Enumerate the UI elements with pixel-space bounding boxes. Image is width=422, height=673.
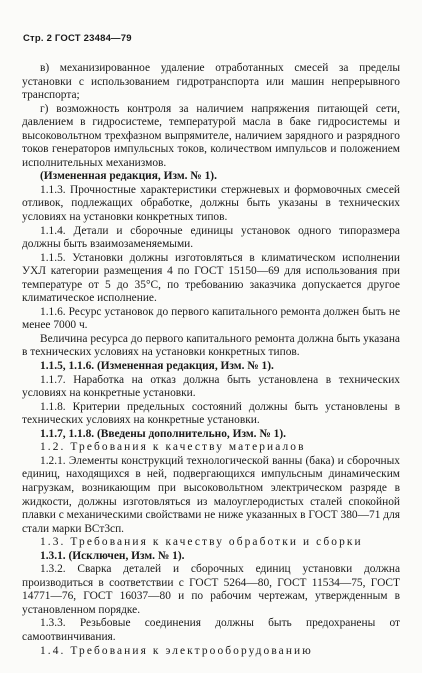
paragraph-1-1-5: 1.1.5. Установки должны изготовляться в климатическом исполнении УХЛ категории размещения 4 по ГОСТ 15150—69 для использования при температуре от 5 до 35°С, по требованию заказчика допускается другое климатическое исполнение. bbox=[22, 251, 400, 305]
paragraph-1-1-6: 1.1.6. Ресурс установок до первого капитального ремонта должен быть не менее 7000 ч. bbox=[22, 305, 400, 332]
section-heading-1-3: 1.3. Требования к качеству обработки и сборки bbox=[40, 536, 363, 549]
paragraph-1-2-1: 1.2.1. Элементы конструкций технологической ванны (бака) и сборочных единиц, находящихся в ней, подвергающихся импульсным динамическим нагрузкам, возникающим при высоковольтном электрическом разряде в жидкости, должны изготовляться из малоуглеродистых сталей спокойной плавки с механическими свойствами не ниже указанных в ГОСТ 380—71 для стали марки ВСт3сп. bbox=[22, 454, 400, 535]
amendment-note: (Измененная редакция, Изм. № 1). bbox=[40, 170, 217, 183]
paragraph-1-1-8: 1.1.8. Критерии предельных состояний должны быть установлены в технических условиях на конкретные установки. bbox=[22, 400, 400, 427]
paragraph-item-g: г) возможность контроля за наличием напряжения питающей сети, давлением в гидросистеме, температурой масла в баке гидросистемы и высоковольтном трехфазном выпрямителе, наличием зарядного и разрядного токов генераторов импульсных токов, количеством импульсов и положением исполнительных механизмов. bbox=[22, 102, 400, 169]
amendment-note: 1.1.5, 1.1.6. (Измененная редакция, Изм. № 1). bbox=[40, 360, 274, 373]
paragraph-1-3-2: 1.3.2. Сварка деталей и сборочных единиц установки должна производиться в соответствии с ГОСТ 5264—80, ГОСТ 11534—75, ГОСТ 14771—76, ГОСТ 16037—80 и по рабочим чертежам, утвержденным в установленном порядке. bbox=[22, 563, 400, 616]
paragraph-1-1-3: 1.1.3. Прочностные характеристики стержневых и формовочных смесей отливок, подлежащих обработке, должны быть указаны в технических условиях на установки конкретных типов. bbox=[22, 183, 400, 224]
amendment-note: 1.1.7, 1.1.8. (Введены дополнительно, Изм. № 1). bbox=[40, 427, 286, 440]
paragraph-1-3-1: 1.3.1. (Исключен, Изм. № 1). bbox=[40, 549, 185, 562]
paragraph-resource: Величина ресурса до первого капитального ремонта должна быть указана в технических условиях на установки конкретных типов. bbox=[22, 332, 400, 359]
paragraph-1-1-4: 1.1.4. Детали и сборочные единицы установок одного типоразмера должны быть взаимозаменяемыми. bbox=[22, 224, 400, 251]
paragraph-1-1-7: 1.1.7. Наработка на отказ должна быть установлена в технических условиях на конкретные установки. bbox=[22, 373, 400, 400]
paragraph-1-3-3: 1.3.3. Резьбовые соединения должны быть предохранены от самоотвинчивания. bbox=[22, 617, 400, 643]
paragraph-item-v: в) механизированное удаление отработанных смесей за пределы установки с использованием гидротранспорта или машин непрерывного транспорта; bbox=[22, 62, 400, 102]
document-body bbox=[22, 62, 400, 658]
section-heading-1-4: 1.4. Требования к электрооборудованию bbox=[40, 644, 313, 657]
section-heading-1-2: 1.2. Требования к качеству материалов bbox=[40, 441, 306, 454]
page-header: Стр. 2 ГОСТ 23484—79 bbox=[23, 33, 132, 44]
